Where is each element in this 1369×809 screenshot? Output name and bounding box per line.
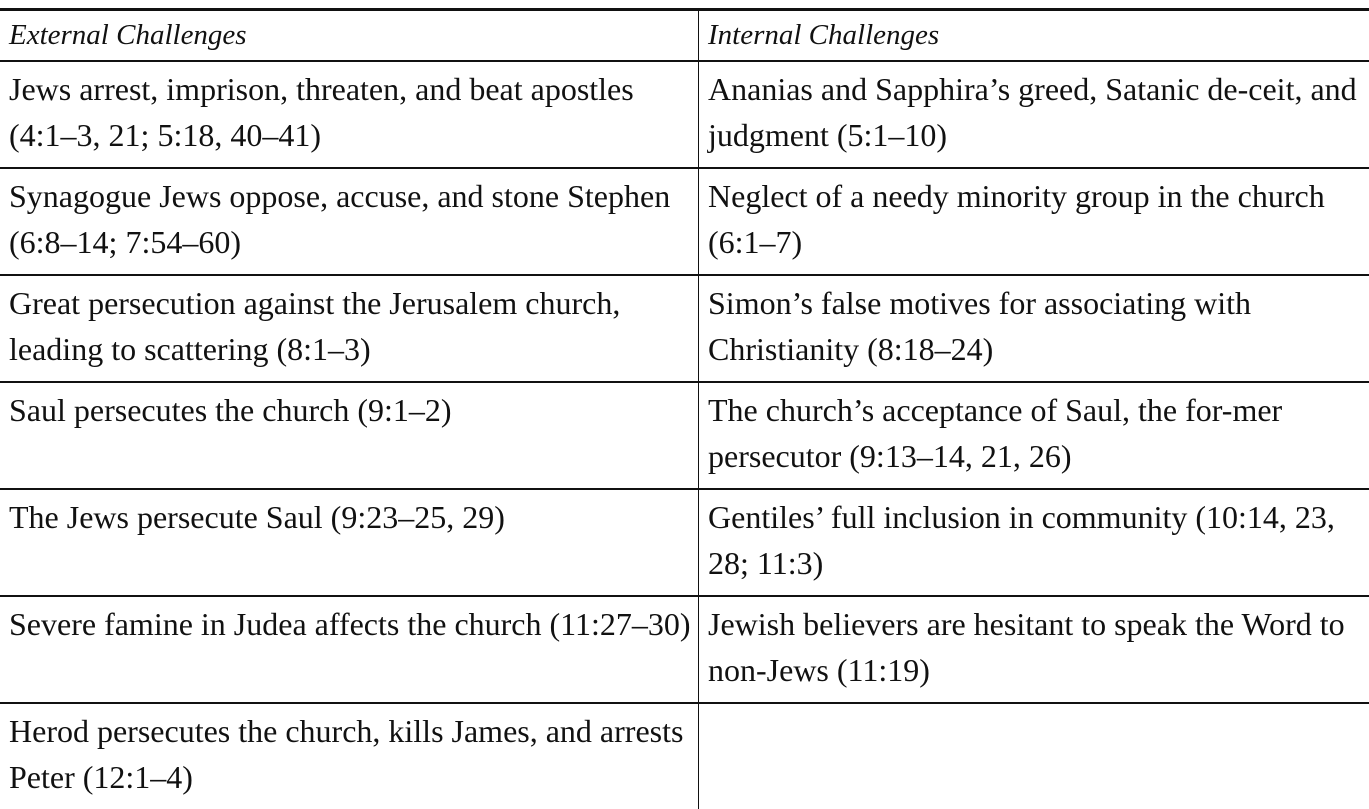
table-row: [0, 61, 1369, 168]
table-row: [0, 382, 1369, 489]
internal-cell: Neglect of a needy minority group in the church (6:1–7): [699, 168, 1369, 275]
internal-cell: [699, 703, 1369, 809]
table-row: [0, 703, 1369, 809]
internal-cell: The church’s acceptance of Saul, the for-mer persecutor (9:13–14, 21, 26): [699, 382, 1369, 489]
external-cell: Severe famine in Judea affects the church (11:27–30): [0, 596, 699, 703]
header-internal: Internal Challenges: [699, 10, 1369, 62]
table-row: [0, 275, 1369, 382]
internal-cell: Gentiles’ full inclusion in community (10:14, 23, 28; 11:3): [699, 489, 1369, 596]
external-cell: Great persecution against the Jerusalem church, leading to scattering (8:1–3): [0, 275, 699, 382]
table-row: [0, 489, 1369, 596]
table-row: [0, 168, 1369, 275]
header-external: External Challenges: [0, 10, 699, 62]
header-row: [0, 10, 1369, 62]
internal-cell: Ananias and Sapphira’s greed, Satanic de-ceit, and judgment (5:1–10): [699, 61, 1369, 168]
internal-cell: Simon’s false motives for associating with Christianity (8:18–24): [699, 275, 1369, 382]
external-cell: Jews arrest, imprison, threaten, and beat apostles (4:1–3, 21; 5:18, 40–41): [0, 61, 699, 168]
table-row: [0, 596, 1369, 703]
external-cell: Herod persecutes the church, kills James, and arrests Peter (12:1–4): [0, 703, 699, 809]
challenges-table: [0, 8, 1369, 809]
internal-cell: Jewish believers are hesitant to speak the Word to non-Jews (11:19): [699, 596, 1369, 703]
external-cell: Synagogue Jews oppose, accuse, and stone Stephen (6:8–14; 7:54–60): [0, 168, 699, 275]
external-cell: The Jews persecute Saul (9:23–25, 29): [0, 489, 699, 596]
external-cell: Saul persecutes the church (9:1–2): [0, 382, 699, 489]
